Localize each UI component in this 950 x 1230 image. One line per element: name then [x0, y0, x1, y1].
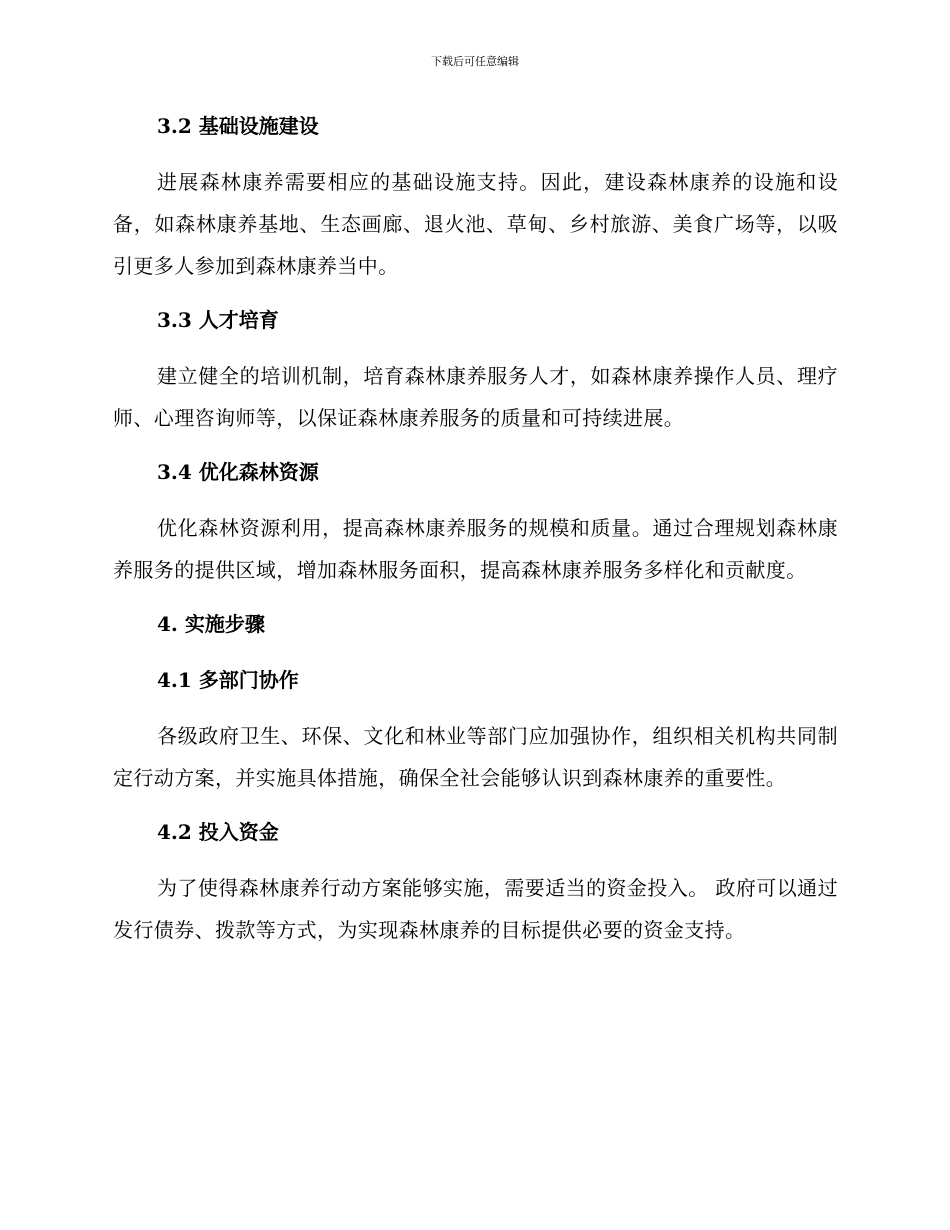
- section-heading-4: 4. 实施步骤: [157, 612, 265, 636]
- section-heading-4-2: 4.2 投入资金: [157, 820, 279, 844]
- document-body: [113, 105, 838, 963]
- section-heading-3-4: 3.4 优化森林资源: [157, 460, 319, 484]
- section-heading-3-2: 3.2 基础设施建设: [157, 114, 319, 138]
- section-heading-3-3: 3.3 人才培育: [157, 308, 279, 332]
- paragraph-infrastructure: 进展森林康养需要相应的基础设施支持。因此，建设森林康养的设施和设备，如森林康养基地、生态画廊、退火池、草甸、乡村旅游、美食广场等，以吸引更多人参加到森林康养当中。: [113, 170, 838, 278]
- paragraph-cooperation: 各级政府卫生、环保、文化和林业等部门应加强协作，组织相关机构共同制定行动方案，并实施具体措施，确保全社会能够认识到森林康养的重要性。: [113, 724, 838, 790]
- paragraph-forest-resources: 优化森林资源利用，提高森林康养服务的规模和质量。通过合理规划森林康养服务的提供区域，增加森林服务面积，提高森林康养服务多样化和贡献度。: [113, 516, 838, 582]
- paragraph-talent: 建立健全的培训机制，培育森林康养服务人才，如森林康养操作人员、理疗师、心理咨询师等，以保证森林康养服务的质量和可持续进展。: [113, 364, 838, 430]
- section-heading-4-1: 4.1 多部门协作: [157, 668, 299, 692]
- page-header: 下载后可任意编辑: [431, 55, 519, 68]
- paragraph-funding: 为了使得森林康养行动方案能够实施，需要适当的资金投入。 政府可以通过发行债券、拨款等方式，为实现森林康养的目标提供必要的资金支持。: [113, 876, 838, 942]
